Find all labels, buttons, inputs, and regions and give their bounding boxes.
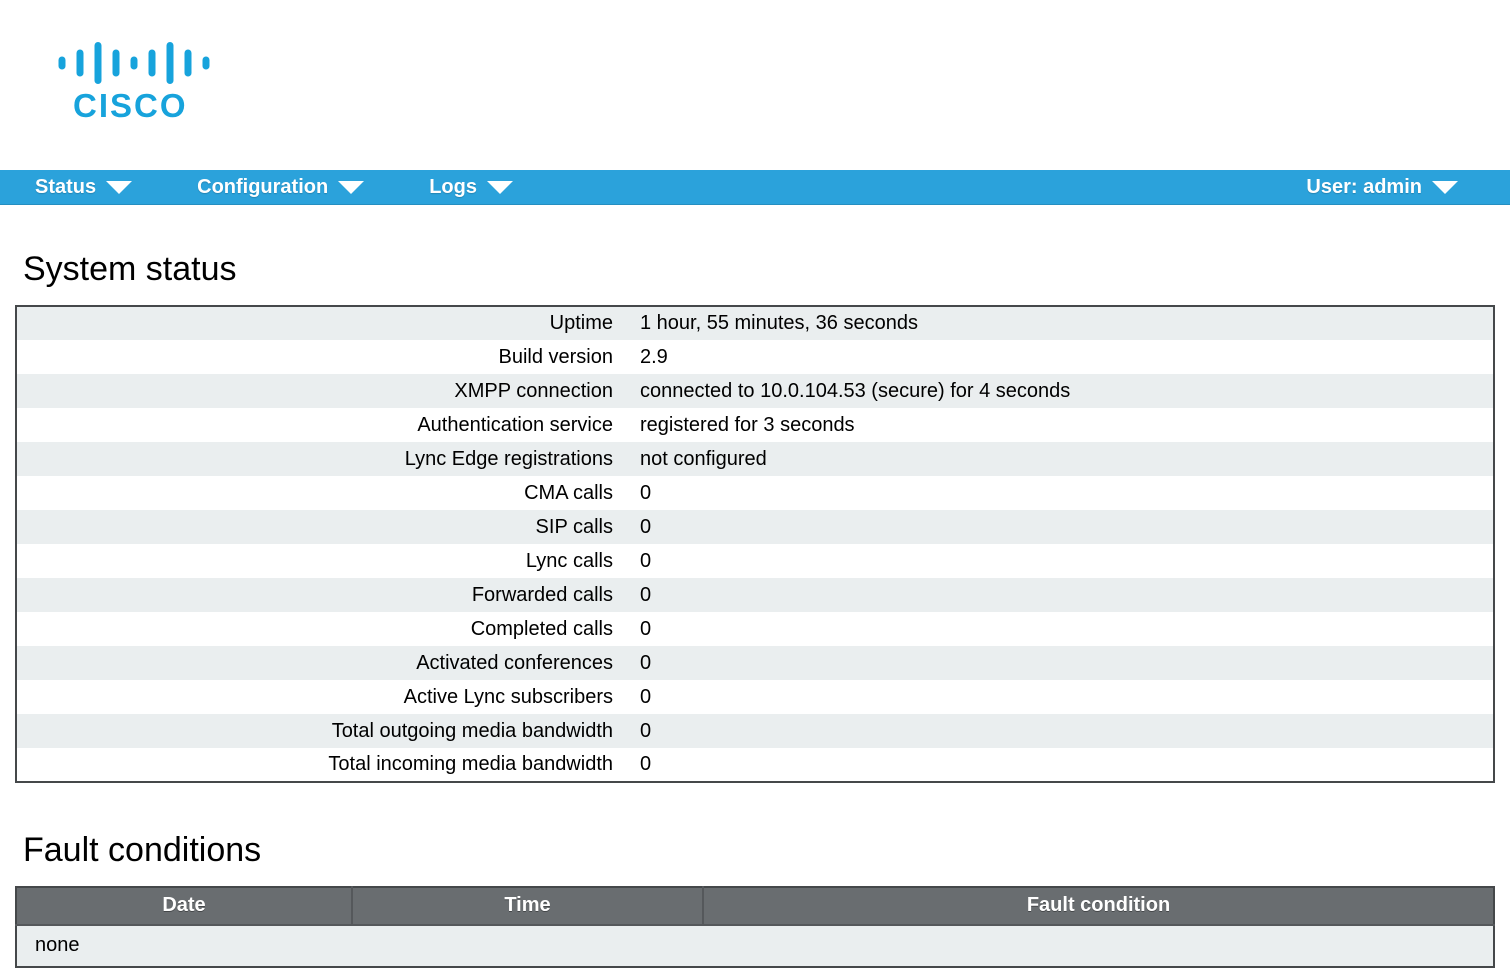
- chevron-down-icon: [487, 181, 513, 194]
- nav-menu-configuration-label: Configuration: [197, 175, 329, 198]
- navbar-menus: [35, 176, 513, 199]
- status-label: Active Lync subscribers: [403, 685, 613, 708]
- nav-user-menu-label: User: admin: [1306, 175, 1422, 198]
- fault-row: [16, 925, 1494, 967]
- status-row: [16, 306, 1494, 340]
- status-label: XMPP connection: [454, 379, 613, 402]
- nav-menu-configuration[interactable]: [197, 176, 364, 199]
- status-row: [16, 748, 1494, 782]
- status-row: [16, 578, 1494, 612]
- nav-user-menu[interactable]: [1306, 176, 1458, 199]
- page-header: [0, 0, 1510, 125]
- status-label: Total outgoing media bandwidth: [331, 719, 613, 742]
- status-value: 0: [640, 753, 652, 776]
- status-value: 0: [640, 719, 652, 742]
- status-label: Forwarded calls: [471, 583, 613, 606]
- cisco-bridge-icon: [58, 42, 210, 84]
- status-value: 1 hour, 55 minutes, 36 seconds: [640, 312, 918, 335]
- fault-column-date: Date: [16, 887, 352, 925]
- status-row: [16, 544, 1494, 578]
- system-status-table: [15, 305, 1495, 783]
- status-label: CMA calls: [524, 481, 613, 504]
- fault-column-time: Time: [352, 887, 703, 925]
- status-label: Authentication service: [417, 413, 613, 436]
- status-value: 0: [640, 583, 652, 606]
- status-row: [16, 646, 1494, 680]
- status-value: 0: [640, 685, 652, 708]
- status-row: [16, 442, 1494, 476]
- nav-menu-logs-label: Logs: [429, 175, 477, 198]
- status-value: not configured: [640, 447, 767, 470]
- cisco-logo-text: CISCO: [73, 87, 188, 124]
- status-row: [16, 408, 1494, 442]
- system-status-title: System status: [23, 250, 237, 288]
- fault-header-row: [16, 887, 1494, 925]
- status-row: [16, 510, 1494, 544]
- status-value: 0: [640, 515, 652, 538]
- status-row: [16, 612, 1494, 646]
- status-value: 0: [640, 549, 652, 572]
- status-value: 2.9: [640, 345, 668, 368]
- fault-conditions-table: [15, 886, 1495, 968]
- status-value: registered for 3 seconds: [640, 413, 855, 436]
- chevron-down-icon: [1432, 181, 1458, 194]
- fault-row-text: none: [16, 925, 1494, 967]
- nav-menu-logs[interactable]: [429, 176, 513, 199]
- status-row: [16, 476, 1494, 510]
- status-value: connected to 10.0.104.53 (secure) for 4 seconds: [640, 379, 1071, 402]
- status-value: 0: [640, 617, 652, 640]
- status-row: [16, 680, 1494, 714]
- status-label: Uptime: [549, 312, 613, 335]
- status-label: Build version: [498, 345, 613, 368]
- status-row: [16, 714, 1494, 748]
- status-value: 0: [640, 481, 652, 504]
- status-value: 0: [640, 651, 652, 674]
- status-label: Lync Edge registrations: [404, 447, 613, 470]
- navbar: [0, 170, 1510, 205]
- nav-menu-status[interactable]: [35, 176, 132, 199]
- status-row: [16, 374, 1494, 408]
- fault-column-condition: Fault condition: [703, 887, 1494, 925]
- status-label: SIP calls: [535, 515, 613, 538]
- chevron-down-icon: [106, 181, 132, 194]
- main-content: [15, 250, 1495, 968]
- status-row: [16, 340, 1494, 374]
- status-label: Lync calls: [525, 549, 613, 572]
- cisco-logo: [0, 0, 1510, 125]
- status-label: Completed calls: [470, 617, 613, 640]
- fault-conditions-title: Fault conditions: [23, 831, 262, 870]
- nav-menu-status-label: Status: [35, 175, 97, 198]
- status-label: Activated conferences: [416, 651, 613, 674]
- status-label: Total incoming media bandwidth: [328, 753, 613, 776]
- chevron-down-icon: [338, 181, 364, 194]
